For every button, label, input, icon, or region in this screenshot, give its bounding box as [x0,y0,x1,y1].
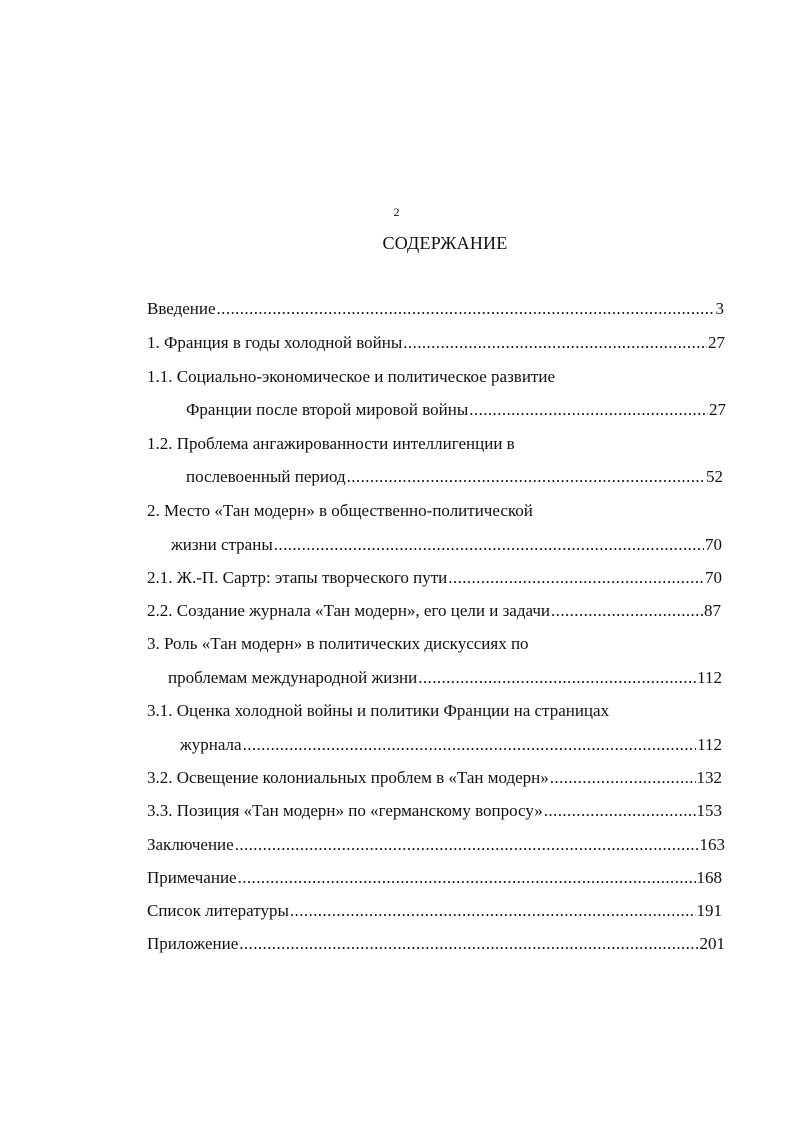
toc-page-number: 70 [705,535,722,554]
toc-page-number: 112 [697,735,722,754]
toc-entry-text: Приложение [147,934,239,953]
toc-entry-chapter-2-line-2 [171,534,722,556]
toc-entry-chapter-3-line-1 [147,633,529,655]
toc-entry-section-2-1 [147,567,722,589]
toc-page-number: 132 [696,768,722,787]
toc-entry-section-3-1-line-1 [147,700,609,722]
toc-page-number: 191 [696,901,722,920]
toc-entry-text: журнала [180,735,242,754]
toc-entry-text: Примечание [147,868,237,887]
toc-page-number: 70 [705,568,722,587]
toc-entry-chapter-2-line-1 [147,500,533,522]
toc-entry-introduction [147,298,724,320]
toc-entry-text: Введение [147,299,216,318]
toc-page-number: 163 [699,835,725,854]
toc-entry-text: 3.2. Освещение колониальных проблем в «Тан модерн» [147,768,549,787]
toc-entry-appendix [147,933,725,955]
toc-entry-text: 3. Роль «Тан модерн» в политических дискуссиях по [147,634,529,653]
toc-entry-text: 3.3. Позиция «Тан модерн» по «германскому вопросу» [147,801,543,820]
dot-leader [235,834,699,856]
toc-entry-section-1-1-line-2 [186,399,726,421]
toc-page-number: 168 [696,868,722,887]
toc-entry-section-3-2 [147,767,722,789]
toc-entry-conclusion [147,834,725,856]
toc-entry-text: Заключение [147,835,234,854]
dot-leader [239,933,698,955]
page-title: СОДЕРЖАНИЕ [382,233,508,253]
toc-page-number: 87 [704,601,721,620]
toc-entry-section-3-1-line-2 [180,734,722,756]
toc-page-number: 52 [706,467,723,486]
toc-entry-text: 1. Франция в годы холодной войны [147,333,403,352]
toc-entry-section-2-2 [147,600,721,622]
toc-entry-text: Франции после второй мировой войны [186,400,469,419]
dot-leader [238,867,696,889]
dot-leader [290,900,696,922]
toc-entry-bibliography [147,900,722,922]
toc-page-number: 112 [697,668,722,687]
toc-page-number: 27 [709,400,726,419]
toc-entry-chapter-3-line-2 [168,667,722,689]
toc-entry-notes [147,867,722,889]
toc-entry-text: 2. Место «Тан модерн» в общественно-политической [147,501,533,520]
page-number: 2 [393,205,400,219]
toc-entry-text: жизни страны [171,535,273,554]
toc-entry-text: Список литературы [147,901,289,920]
dot-leader [274,534,704,556]
toc-entry-section-3-3 [147,800,722,822]
dot-leader [550,767,696,789]
toc-entry-text: 3.1. Оценка холодной войны и политики Франции на страницах [147,701,610,720]
dot-leader [403,332,707,354]
toc-entry-text: 1.1. Социально-экономическое и политическое развитие [147,367,556,386]
toc-entry-text: 2.1. Ж.-П. Сартр: этапы творческого пути [147,568,448,587]
toc-entry-text: 2.2. Создание журнала «Тан модерн», его цели и задачи [147,601,551,620]
toc-page-number: 153 [696,801,722,820]
dot-leader [217,298,715,320]
toc-entry-text: проблемам международной жизни [168,668,418,687]
dot-leader [551,600,703,622]
dot-leader [469,399,708,421]
dot-leader [347,466,705,488]
toc-entry-text: послевоенный период [186,467,346,486]
dot-leader [418,667,696,689]
toc-page-number: 27 [708,333,725,352]
dot-leader [448,567,704,589]
toc-page-number: 3 [715,299,724,318]
dot-leader [243,734,697,756]
toc-entry-section-1-2-line-1 [147,433,515,455]
toc-entry-section-1-1-line-1 [147,366,555,388]
toc-page-number: 201 [699,934,725,953]
dot-leader [544,800,696,822]
toc-entry-section-1-2-line-2 [186,466,723,488]
toc-entry-text: 1.2. Проблема ангажированности интеллигенции в [147,434,515,453]
toc-entry-chapter-1 [147,332,725,354]
